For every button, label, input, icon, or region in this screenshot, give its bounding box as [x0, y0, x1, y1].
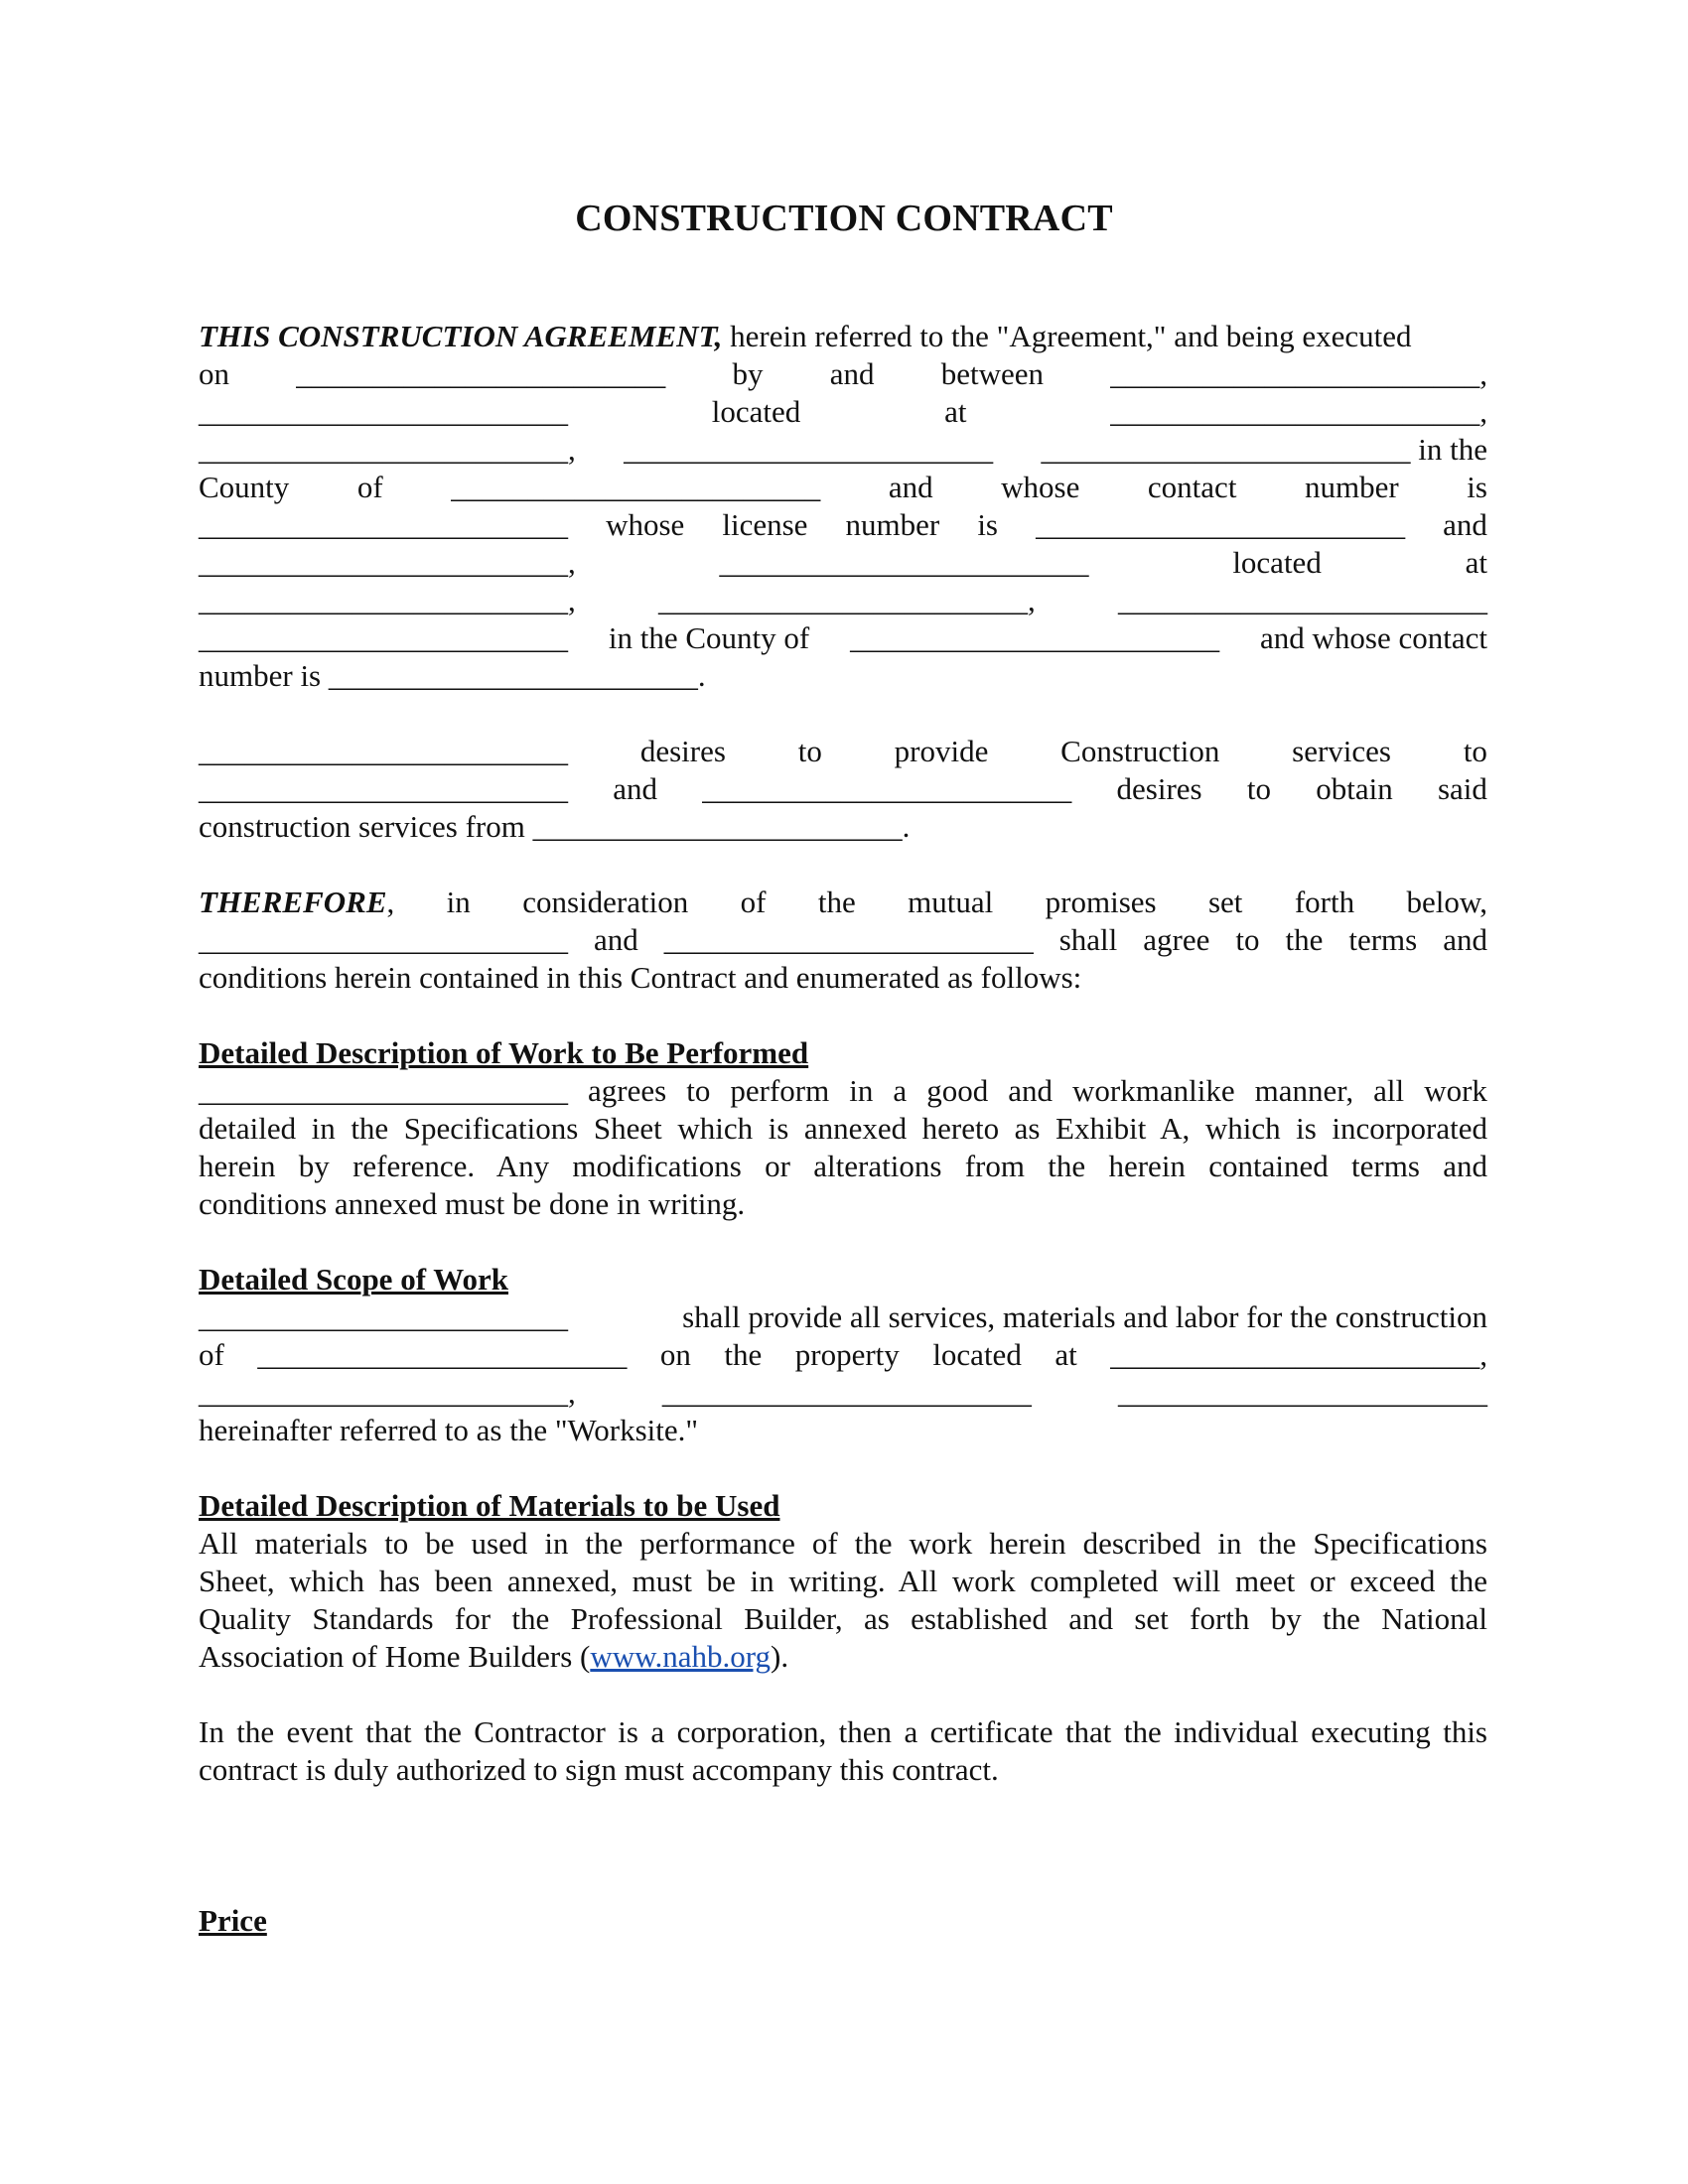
s1-line-3: herein by reference. Any modifications or alterations from the herein contained terms and: [199, 1149, 1487, 1183]
phrase-in-the-county-of: in the County of: [608, 620, 810, 655]
period: .: [697, 658, 706, 693]
blank-worksite-address[interactable]: ________________________: [1110, 1337, 1480, 1372]
comma: ,: [1028, 583, 1036, 617]
word-whose: whose: [606, 507, 685, 542]
p1-line-9: [199, 619, 1487, 657]
p1-line-6: [199, 506, 1487, 544]
blank-project[interactable]: ________________________: [257, 1337, 628, 1372]
word-and: and: [888, 470, 933, 504]
p1-line-8: [199, 582, 1487, 619]
blank-party-two-county[interactable]: ________________________: [850, 620, 1220, 655]
p1-line-3: [199, 393, 1487, 431]
phrase-services-from: construction services from: [199, 809, 525, 844]
word: on: [659, 1337, 691, 1372]
word: the: [1285, 922, 1324, 957]
word-desires: desires: [639, 734, 726, 768]
word: in: [446, 885, 471, 919]
word-and: and: [613, 771, 658, 806]
blank-worksite-city[interactable]: ________________________: [199, 1375, 568, 1410]
period: .: [902, 809, 911, 844]
word: to: [686, 1073, 711, 1108]
word: shall: [1058, 922, 1118, 957]
word-number: number: [1305, 470, 1399, 504]
word-of: of: [356, 470, 383, 504]
blank-party-one-address[interactable]: ________________________: [1110, 394, 1480, 429]
p1-line-1: [199, 318, 1487, 355]
word-at: at: [1465, 545, 1487, 580]
word-located: located: [1232, 545, 1322, 580]
p3-line-1: [199, 884, 1487, 921]
blank-party-two-state[interactable]: ________________________: [1118, 583, 1487, 617]
p1-line-2: [199, 355, 1487, 393]
document-title: CONSTRUCTION CONTRACT: [575, 198, 1113, 239]
blank-party-two-address[interactable]: ________________________: [199, 583, 568, 617]
word-services: services: [1292, 734, 1391, 768]
word: terms: [1348, 922, 1418, 957]
word: the: [817, 885, 856, 919]
s2-line-3: [199, 1374, 1487, 1412]
heading-price: Price: [199, 1903, 267, 1938]
blank-party-one-phone[interactable]: ________________________: [199, 507, 568, 542]
word-at: at: [944, 394, 967, 429]
comma: ,: [568, 583, 576, 617]
s1-line-1: [199, 1072, 1487, 1110]
heading-work-description: Detailed Description of Work to Be Performed: [199, 1035, 809, 1070]
word-in-the: in the: [1418, 432, 1487, 467]
s3-line-4: [199, 1638, 1487, 1676]
s1-line-2: detailed in the Specifications Sheet which is annexed hereto as Exhibit A, which is incorporated: [199, 1111, 1487, 1146]
word-and: and: [593, 922, 638, 957]
word-number: number: [845, 507, 940, 542]
word-is: is: [977, 507, 998, 542]
word: work: [1424, 1073, 1487, 1108]
p1-line-5: [199, 469, 1487, 506]
word: at: [1055, 1337, 1077, 1372]
blank-services-from[interactable]: ________________________: [532, 809, 903, 844]
word-obtain: obtain: [1316, 771, 1393, 806]
blank-party-two[interactable]: ________________________: [199, 545, 568, 580]
word-is: is: [1467, 470, 1487, 504]
word: consideration: [522, 885, 689, 919]
word-to: to: [1246, 771, 1271, 806]
comma: ,: [1479, 394, 1487, 429]
phrase-number-is: number is: [199, 658, 322, 693]
word-construction: Construction: [1060, 734, 1220, 768]
word-said: said: [1437, 771, 1487, 806]
word: the: [724, 1337, 763, 1372]
comma: ,: [1479, 1337, 1487, 1372]
p3-line-3: conditions herein contained in this Contract and enumerated as follows:: [199, 960, 1082, 995]
word-county: County: [199, 470, 290, 504]
s2-line-2: [199, 1336, 1487, 1374]
word-and: and: [829, 356, 875, 391]
blank-provider[interactable]: ________________________: [199, 734, 568, 768]
word: and: [1443, 922, 1487, 957]
blank-recipient[interactable]: ________________________: [199, 771, 568, 806]
comma: ,: [568, 1375, 576, 1410]
closing-paren: ).: [771, 1639, 789, 1674]
p1-line-7: [199, 544, 1487, 582]
p2-line-2: [199, 770, 1487, 808]
blank-party-a[interactable]: ________________________: [199, 922, 568, 957]
word-desires: desires: [1116, 771, 1202, 806]
blank-party-two-phone[interactable]: ________________________: [328, 658, 698, 693]
heading-materials: Detailed Description of Materials to be Used: [199, 1488, 780, 1523]
agreement-lead: THIS CONSTRUCTION AGREEMENT,: [199, 319, 723, 353]
comma: ,: [568, 545, 576, 580]
word: in: [849, 1073, 874, 1108]
word: below,: [1406, 885, 1487, 919]
p2-line-1: [199, 733, 1487, 770]
word: workmanlike: [1072, 1073, 1235, 1108]
blank-contractor-scope[interactable]: ________________________: [199, 1299, 568, 1334]
word-by: by: [732, 356, 764, 391]
word-whose: whose: [1001, 470, 1080, 504]
blank-license-number[interactable]: ________________________: [1036, 507, 1406, 542]
p1-line-4: [199, 431, 1487, 469]
p3-line-2: [199, 921, 1487, 959]
scope-text: shall provide all services, materials and labor for the construction: [682, 1299, 1487, 1334]
word-to: to: [797, 734, 822, 768]
word-of: of: [199, 1337, 224, 1372]
blank-party-one-zip[interactable]: ________________________: [1041, 432, 1411, 467]
word: manner,: [1254, 1073, 1354, 1108]
word-located: located: [711, 394, 801, 429]
word: perform: [730, 1073, 830, 1108]
comma: ,: [568, 432, 576, 467]
nahb-link[interactable]: www.nahb.org: [590, 1639, 771, 1674]
blank-party-b[interactable]: ________________________: [663, 922, 1034, 957]
word-license: license: [722, 507, 808, 542]
blank-worksite-state[interactable]: ________________________: [661, 1375, 1032, 1410]
word: located: [932, 1337, 1022, 1372]
heading-scope-of-work: Detailed Scope of Work: [199, 1262, 508, 1297]
word: a: [893, 1073, 908, 1108]
blank-party-one-state[interactable]: ________________________: [624, 432, 994, 467]
word: promises: [1045, 885, 1157, 919]
blank-execution-date[interactable]: ________________________: [296, 356, 666, 391]
word: all: [1373, 1073, 1405, 1108]
blank-party-one-county[interactable]: ________________________: [451, 470, 821, 504]
word-between: between: [940, 356, 1044, 391]
word-on: on: [199, 356, 229, 391]
blank-party-one[interactable]: ________________________: [1110, 356, 1480, 391]
word: and: [1008, 1073, 1054, 1108]
p4-line-1: In the event that the Contractor is a corporation, then a certificate that the individual executing this: [199, 1714, 1487, 1749]
s2-line-1: [199, 1298, 1487, 1336]
blank-party-one-name[interactable]: ________________________: [199, 394, 568, 429]
blank-party-two-city[interactable]: ________________________: [658, 583, 1028, 617]
p4-line-2: contract is duly authorized to sign must accompany this contract.: [199, 1752, 999, 1787]
word-provide: provide: [894, 734, 989, 768]
word: mutual: [908, 885, 994, 919]
word: set: [1207, 885, 1243, 919]
word: agrees: [588, 1073, 667, 1108]
blank-contractor[interactable]: ________________________: [199, 1073, 568, 1108]
blank-client[interactable]: ________________________: [702, 771, 1072, 806]
word: property: [794, 1337, 900, 1372]
blank-party-two-zip[interactable]: ________________________: [199, 620, 568, 655]
word: good: [926, 1073, 989, 1108]
word: forth: [1294, 885, 1355, 919]
comma: ,: [386, 885, 395, 919]
p1-line-10: [199, 657, 1487, 695]
blank-party-one-city[interactable]: ________________________: [199, 432, 568, 467]
word: agree: [1143, 922, 1210, 957]
word-contact: contact: [1147, 470, 1237, 504]
s3-line-1: All materials to be used in the performance of the work herein described in the Specifications: [199, 1526, 1487, 1561]
agreement-intro: herein referred to the "Agreement," and being executed: [722, 319, 1412, 353]
phrase-and-whose-contact: and whose contact: [1259, 620, 1487, 655]
s2-line-4: hereinafter referred to as the "Worksite.": [199, 1413, 699, 1447]
nahb-text: Association of Home Builders (: [199, 1639, 591, 1674]
word: of: [740, 885, 767, 919]
word-therefore: THEREFORE: [199, 885, 387, 919]
s3-line-2: Sheet, which has been annexed, must be in writing. All work completed will meet or exceed the: [199, 1564, 1487, 1598]
s1-line-4: conditions annexed must be done in writing.: [199, 1186, 746, 1221]
blank-party-two-name[interactable]: ________________________: [719, 545, 1089, 580]
p2-line-3: [199, 808, 1487, 846]
s3-line-3: Quality Standards for the Professional Builder, as established and set forth by the National: [199, 1601, 1487, 1636]
blank-worksite-zip[interactable]: ________________________: [1118, 1375, 1487, 1410]
word-and: and: [1443, 507, 1487, 542]
word: to: [1235, 922, 1260, 957]
word-to: to: [1463, 734, 1487, 768]
comma: ,: [1479, 356, 1487, 391]
